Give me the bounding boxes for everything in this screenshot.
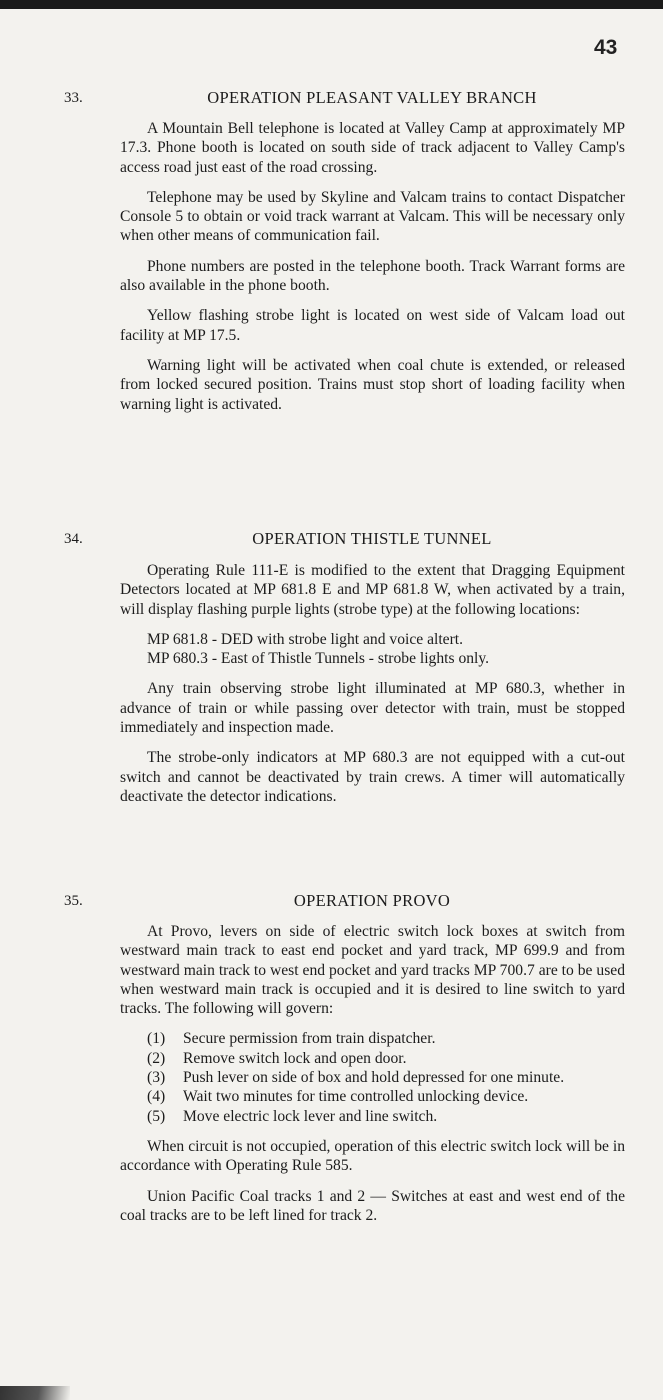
paragraph: When circuit is not occupied, operation of this electric switch lock will be in accordance with Operating Rule 585. [120,1137,625,1175]
paragraph: Phone numbers are posted in the telephone booth. Track Warrant forms are also available in the phone booth. [120,257,625,295]
step-text: Move electric lock lever and line switch. [183,1107,438,1125]
paragraph: The strobe-only indicators at MP 680.3 are not equipped with a cut-out switch and cannot be deactivated by train crews. A timer will automatically deactivate the detector indications. [120,749,625,805]
step-number: (2) [147,1049,166,1067]
section-body [120,922,625,1236]
paragraph: Union Pacific Coal tracks 1 and 2 — Switches at east and west end of the coal tracks are to be left lined for track 2. [120,1187,625,1224]
section-number: 35. [64,893,83,909]
scan-corner-mark [0,1386,70,1400]
page-number: 43 [594,36,618,59]
list-item: MP 680.3 - East of Thistle Tunnels - strobe lights only. [147,650,490,668]
paragraph: Yellow flashing strobe light is located on west side of Valcam load out facility at MP 17.5. [120,307,625,344]
step-number: (5) [147,1107,166,1125]
step-number: (3) [147,1069,166,1087]
paragraph: Telephone may be used by Skyline and Valcam trains to contact Dispatcher Console 5 to obtain or void track warrant at Valcam. This will be necessary only when other means of communication fail. [120,188,625,245]
step-text: Wait two minutes for time controlled unlocking device. [183,1088,529,1106]
section-body [120,119,625,425]
step-text: Push lever on side of box and hold depressed for one minute. [183,1069,565,1087]
section-body [120,561,625,817]
section-number: 33. [64,90,83,106]
list-item [120,1087,625,1106]
step-text: Remove switch lock and open door. [183,1049,407,1067]
list-item [120,1068,625,1087]
location-list [120,630,625,669]
paragraph: At Provo, levers on side of electric switch lock boxes at switch from westward main track to east end pocket and yard track, MP 699.9 and from westward main track to west end pocket and yard tracks MP 700.7 are to be used when westward main track is occupied and it is desired to line switch to yard tracks. The following will govern: [120,923,625,1018]
section-number: 34. [64,531,83,547]
step-number: (4) [147,1088,166,1106]
step-text: Secure permission from train dispatcher. [183,1030,436,1048]
scan-top-edge [0,0,663,9]
list-item [120,1107,625,1126]
paragraph: A Mountain Bell telephone is located at Valley Camp at approximately MP 17.3. Phone booth is located on south side of track adjacent to Valley Camp's access road just east of the road crossing. [120,120,625,176]
list-item: MP 681.8 - DED with strobe light and voice altert. [147,630,464,648]
list-item [120,1029,625,1048]
section-title: OPERATION THISTLE TUNNEL [252,529,492,548]
procedure-steps [120,1029,625,1125]
list-item [120,1049,625,1068]
paragraph: Operating Rule 111-E is modified to the extent that Dragging Equipment Detectors located at MP 681.8 E and MP 681.8 W, when activated by a train, will display flashing purple lights (strobe type) at the following locations: [120,562,625,618]
step-number: (1) [147,1030,166,1048]
paragraph: Warning light will be activated when coal chute is extended, or released from locked secured position. Trains must stop short of loading facility when warning light is activated. [120,356,625,413]
section-title: OPERATION PROVO [293,891,451,910]
paragraph: Any train observing strobe light illuminated at MP 680.3, whether in advance of train or while passing over detector with train, must be stopped immediately and inspection made. [120,680,625,737]
section-title: OPERATION PLEASANT VALLEY BRANCH [207,88,537,107]
